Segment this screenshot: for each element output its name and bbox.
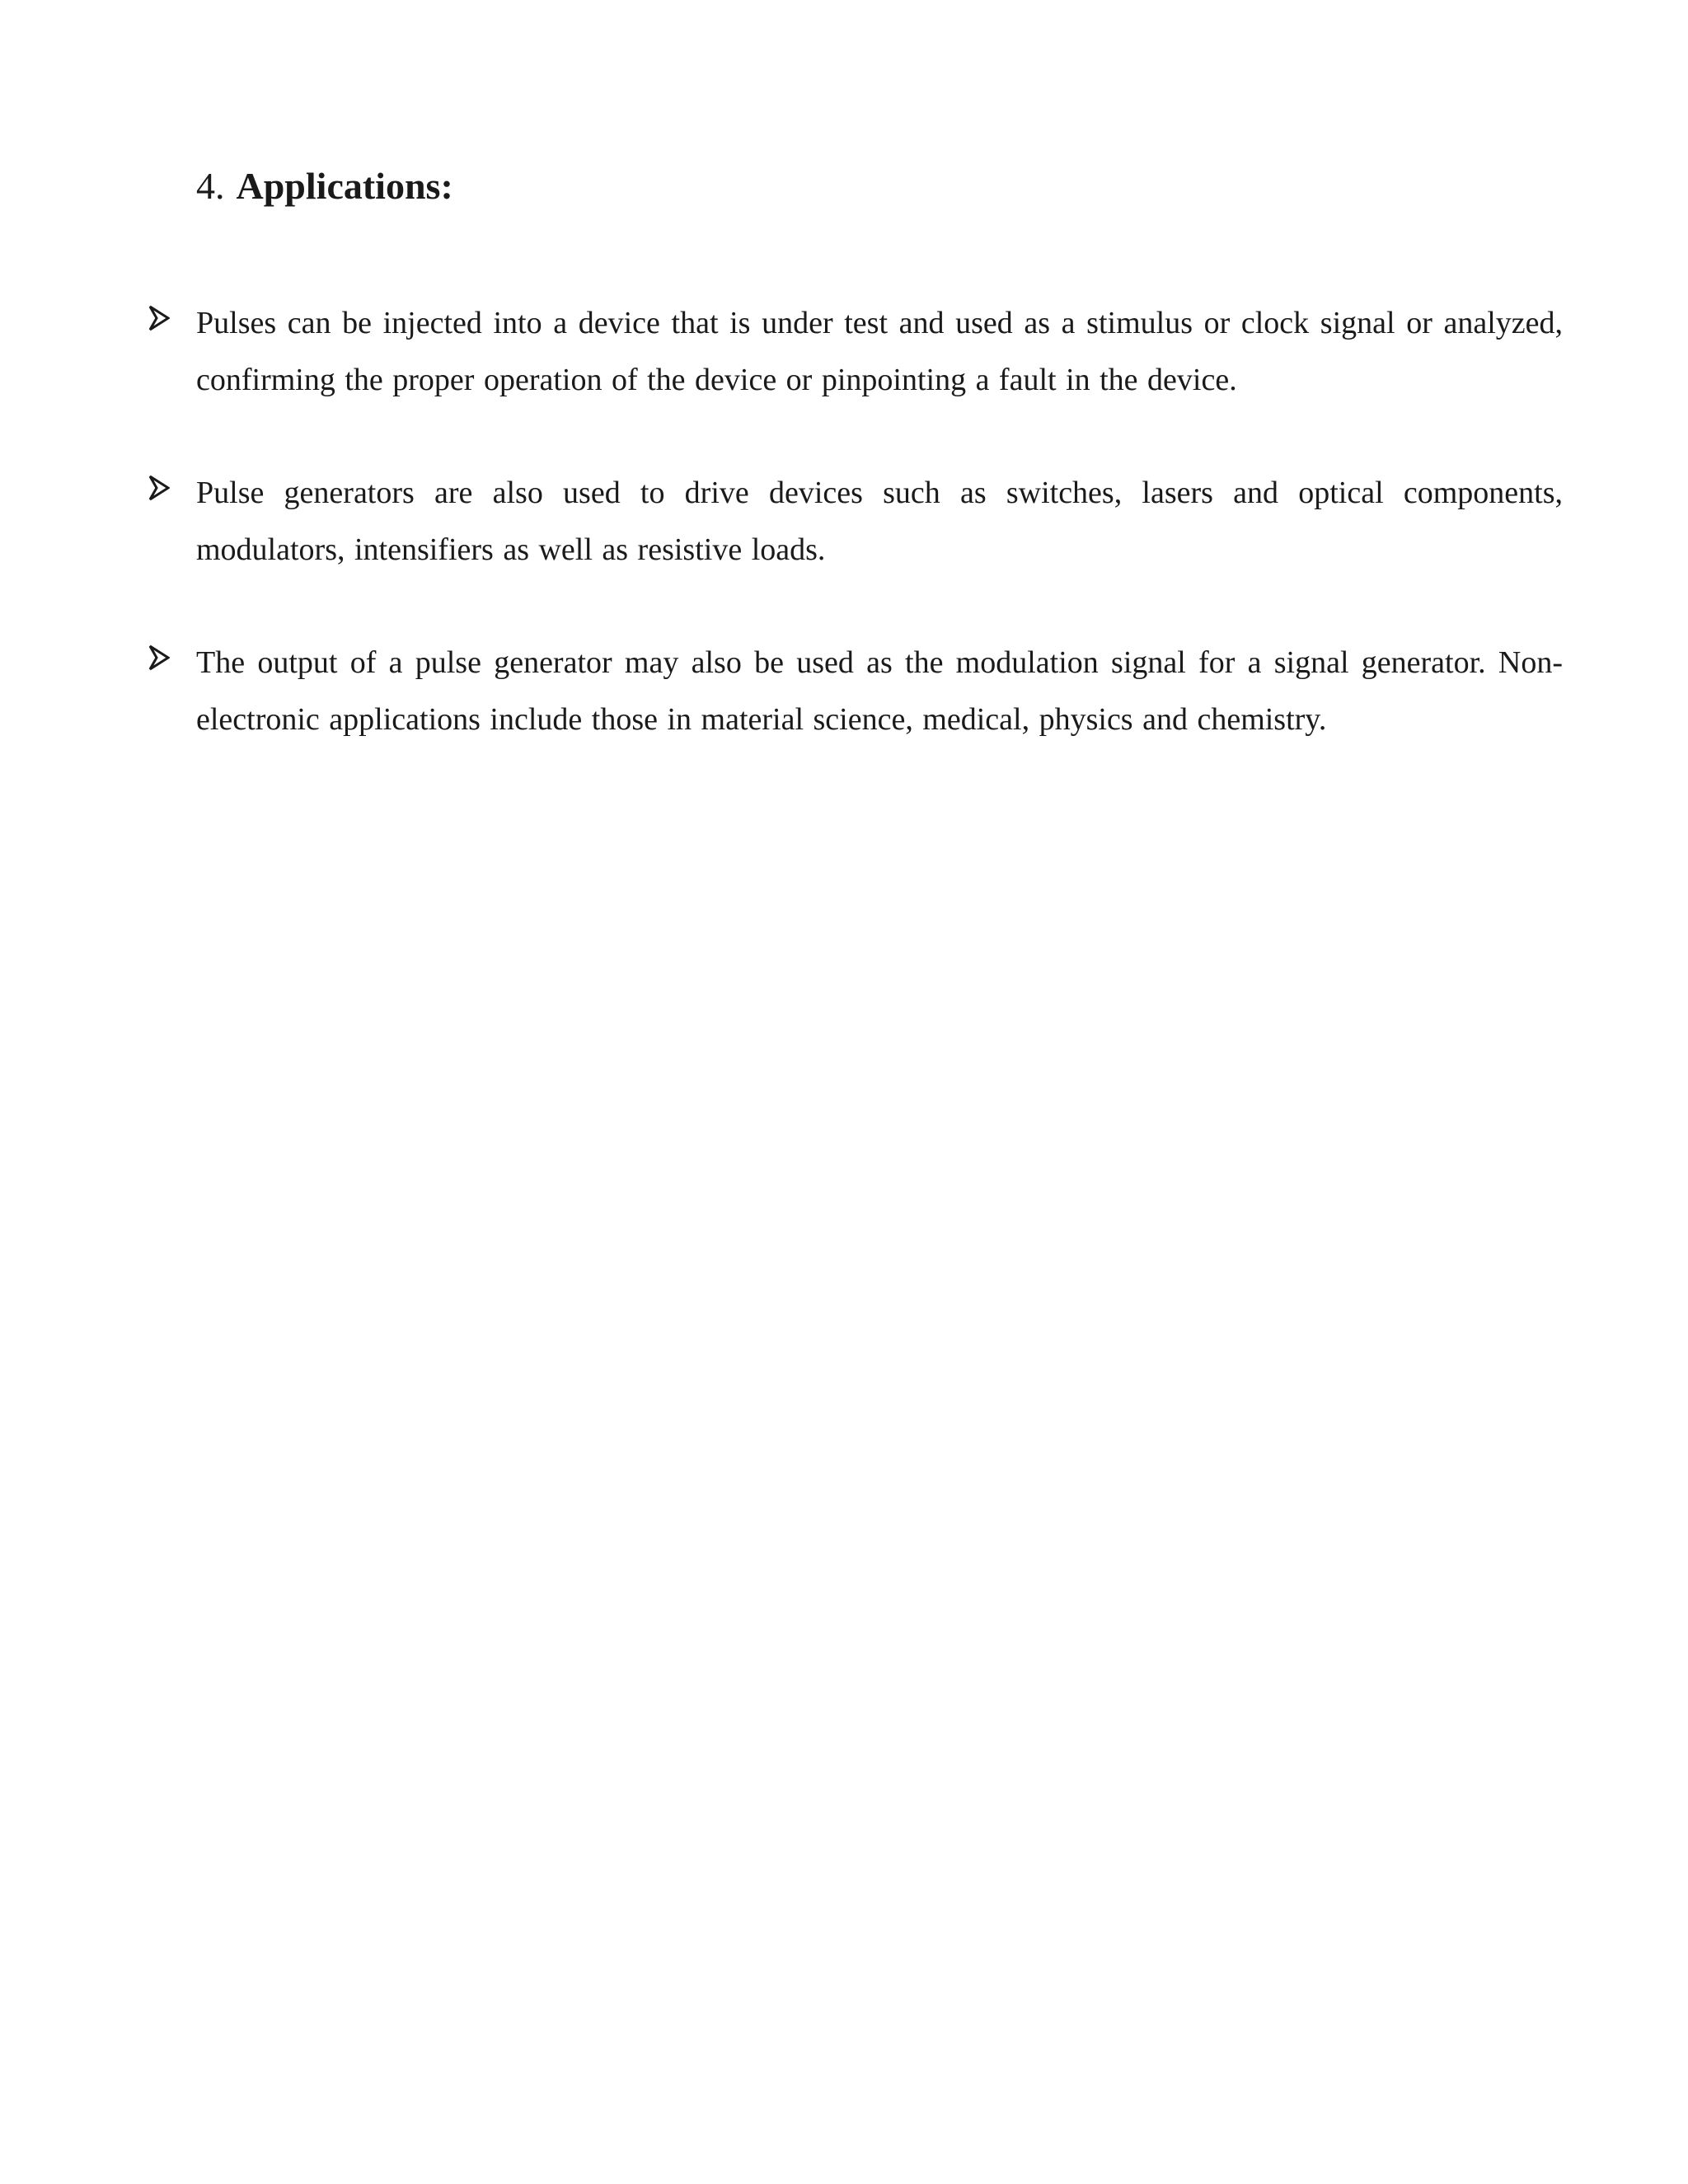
arrowhead-bullet-icon	[148, 471, 170, 504]
arrowhead-bullet-icon	[148, 302, 170, 335]
bullet-text: Pulses can be injected into a device that is under test and used as a stimulus or clock signal or analyzed, confirming the proper operation of the device or pinpointing a fault in the device.	[196, 306, 1563, 397]
section-number: 4.	[196, 165, 225, 207]
arrowhead-bullet-icon	[148, 641, 170, 674]
section-title: Applications:	[236, 165, 453, 207]
bullet-text: Pulse generators are also used to drive devices such as switches, lasers and optical components, modulators, intensifiers as well as resistive loads.	[196, 476, 1563, 567]
section-heading	[196, 162, 453, 211]
bullet-text: The output of a pulse generator may also be used as the modulation signal for a signal generator. Non-electronic applications include those in material science, medical, physics and chemistry.	[196, 645, 1563, 737]
